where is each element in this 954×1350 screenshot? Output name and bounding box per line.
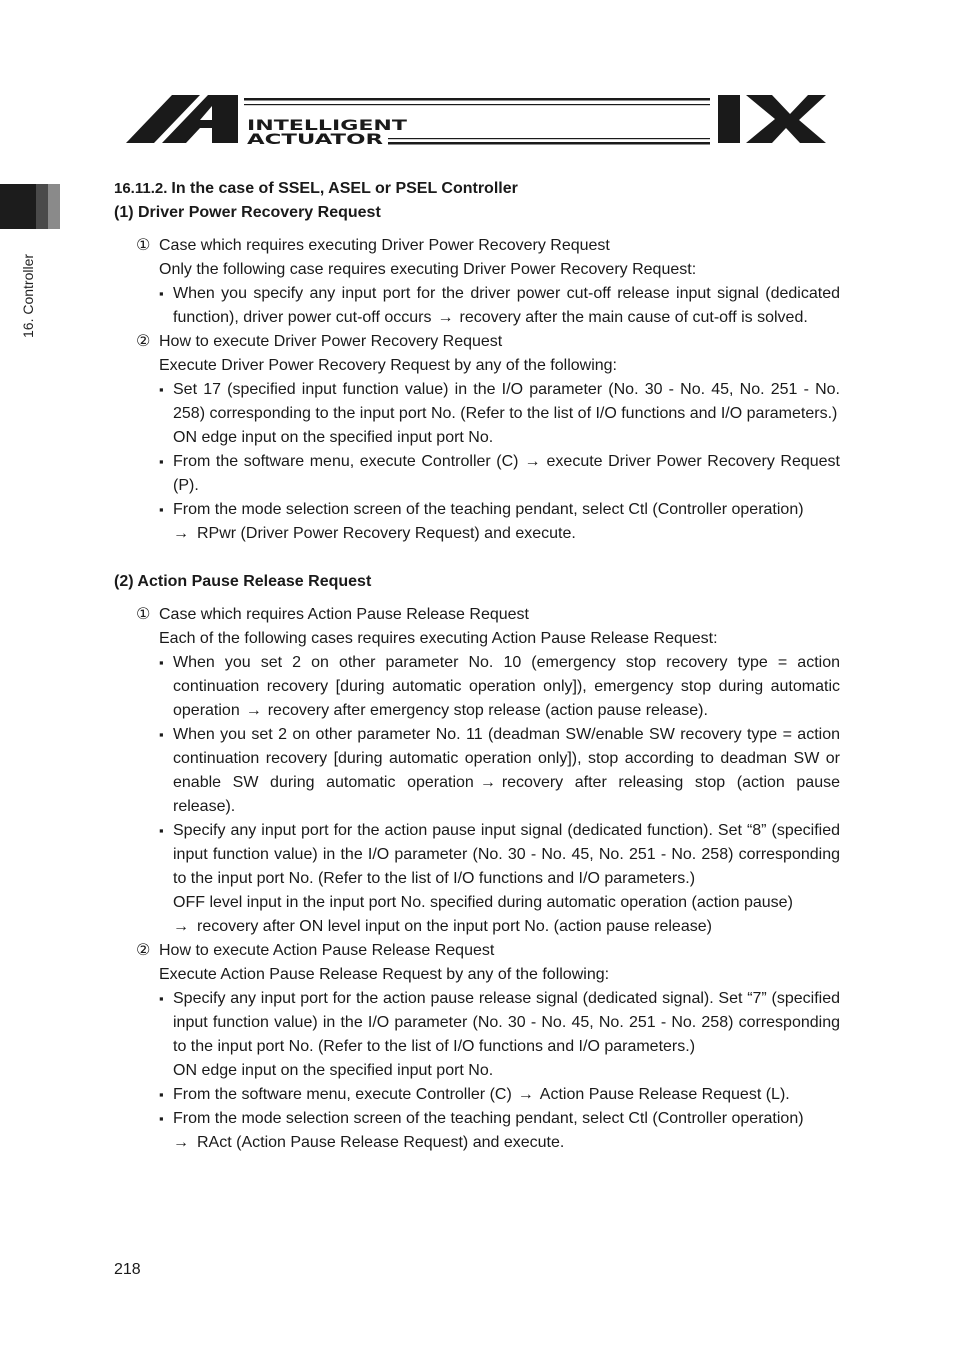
arrow-icon: → — [173, 525, 189, 542]
item-title-text: How to execute Driver Power Recovery Request — [159, 333, 503, 350]
chapter-tab-marker — [0, 184, 60, 229]
bullet-mark: ▪ — [159, 382, 164, 397]
item-title-text: Case which requires Action Pause Release Request — [159, 606, 529, 623]
bullet-item: ▪ From the mode selection screen of the teaching pendant, select Ctl (Controller operation) — [114, 1107, 840, 1131]
subsection-heading-action-pause: (2) Action Pause Release Request — [114, 573, 372, 590]
item-title — [114, 939, 840, 963]
arrow-icon: → — [479, 774, 496, 791]
circled-number-2: ② — [136, 333, 151, 350]
bullet-continuation: → RPwr (Driver Power Recovery Request) and execute. — [173, 525, 576, 542]
subsection-heading-driver-power: (1) Driver Power Recovery Request — [114, 204, 381, 221]
arrow-icon: → — [245, 702, 262, 719]
section-title: In the case of SSEL, ASEL or PSEL Controller — [171, 180, 518, 197]
bullet-item: ▪ When you specify any input port for the driver power cut-off release input signal (dedicated function), driver power cut-off occurs → recovery after the main cause of cut-off is solved. — [114, 282, 840, 330]
bullet-mark: ▪ — [159, 655, 164, 670]
section-number: 16.11.2. — [114, 180, 168, 197]
iai-logo-graphic — [126, 92, 828, 148]
bullet-item: ▪ From the mode selection screen of the teaching pendant, select Ctl (Controller operation) — [114, 498, 840, 522]
circled-number-1: ① — [136, 606, 151, 623]
arrow-icon: → — [173, 918, 189, 935]
item-title — [114, 330, 840, 354]
bullet-mark: ▪ — [159, 1111, 164, 1126]
header-logo — [126, 92, 828, 148]
item-title-text: Case which requires executing Driver Power Recovery Request — [159, 237, 610, 254]
logo-text-line2: ACTUATOR — [247, 132, 384, 148]
bullet-mark: ▪ — [159, 286, 164, 301]
bullet-item: ▪ When you set 2 on other parameter No. 10 (emergency stop recovery type = action continuation recovery [during automatic operation only]), emergency stop during automatic operation → recovery after emergency stop release (action pause release). — [114, 651, 840, 723]
logo-text-line1: INTELLIGENT — [247, 118, 408, 134]
item-title — [114, 234, 840, 258]
bullet-continuation: ON edge input on the specified input port No. — [173, 429, 494, 446]
logo-ix-text: IX — [126, 92, 127, 93]
bullet-item: ▪ When you set 2 on other parameter No. 11 (deadman SW/enable SW recovery type = action continuation recovery [during automatic operation only]), stop according to deadman SW or enable SW during automatic operation → recovery after releasing stop (action pause release). — [114, 723, 840, 819]
chapter-side-label: 16. Controller — [20, 253, 36, 338]
bullet-item: ▪ From the software menu, execute Controller (C) → Action Pause Release Request (L). — [114, 1083, 840, 1107]
arrow-icon: → — [173, 1134, 189, 1151]
item-title-text: How to execute Action Pause Release Request — [159, 942, 495, 959]
item-intro: Only the following case requires executing Driver Power Recovery Request: — [159, 261, 697, 278]
bullet-mark: ▪ — [159, 727, 164, 742]
bullet-continuation: → RAct (Action Pause Release Request) and execute. — [173, 1134, 565, 1151]
bullet-continuation: ON edge input on the specified input port No. — [173, 1062, 494, 1079]
item-intro: Each of the following cases requires executing Action Pause Release Request: — [159, 630, 718, 647]
bullet-mark: ▪ — [159, 1087, 164, 1102]
bullet-mark: ▪ — [159, 991, 164, 1006]
item-intro: Execute Action Pause Release Request by any of the following: — [159, 966, 610, 983]
bullet-continuation: → recovery after ON level input on the input port No. (action pause release) — [173, 918, 712, 935]
bullet-item: ▪ From the software menu, execute Controller (C) → execute Driver Power Recovery Request (P). — [114, 450, 840, 498]
page-content — [114, 177, 840, 1155]
arrow-icon: → — [524, 453, 541, 470]
bullet-item: ▪ Specify any input port for the action pause release signal (dedicated signal). Set “7” (specified input function value) in the I/O parameter (No. 30 - No. 45, No. 251 - No. 258) corresponding to the input port No. (Refer to the list of I/O functions and I/O parameters.) — [114, 987, 840, 1059]
arrow-icon: → — [517, 1086, 534, 1103]
item-title — [114, 603, 840, 627]
bullet-continuation: OFF level input in the input port No. specified during automatic operation (action pause) — [173, 894, 793, 911]
bullet-mark: ▪ — [159, 823, 164, 838]
bullet-item: ▪ Specify any input port for the action pause input signal (dedicated function). Set “8” (specified input function value) in the I/O parameter (No. 30 - No. 45, No. 251 - No. 258) corresponding to the input port No. (Refer to the list of I/O functions and I/O parameters.) — [114, 819, 840, 891]
page-number: 218 — [114, 1261, 141, 1278]
bullet-item: ▪ Set 17 (specified input function value) in the I/O parameter (No. 30 - No. 45, No. 251 - No. 258) corresponding to the input port No. (Refer to the list of I/O functions and I/O parameters.) — [114, 378, 840, 426]
bullet-mark: ▪ — [159, 454, 164, 469]
circled-number-2: ② — [136, 942, 151, 959]
bullet-mark: ▪ — [159, 502, 164, 517]
section-heading — [114, 177, 840, 201]
item-intro: Execute Driver Power Recovery Request by any of the following: — [159, 357, 617, 374]
circled-number-1: ① — [136, 237, 151, 254]
arrow-icon: → — [437, 309, 454, 326]
